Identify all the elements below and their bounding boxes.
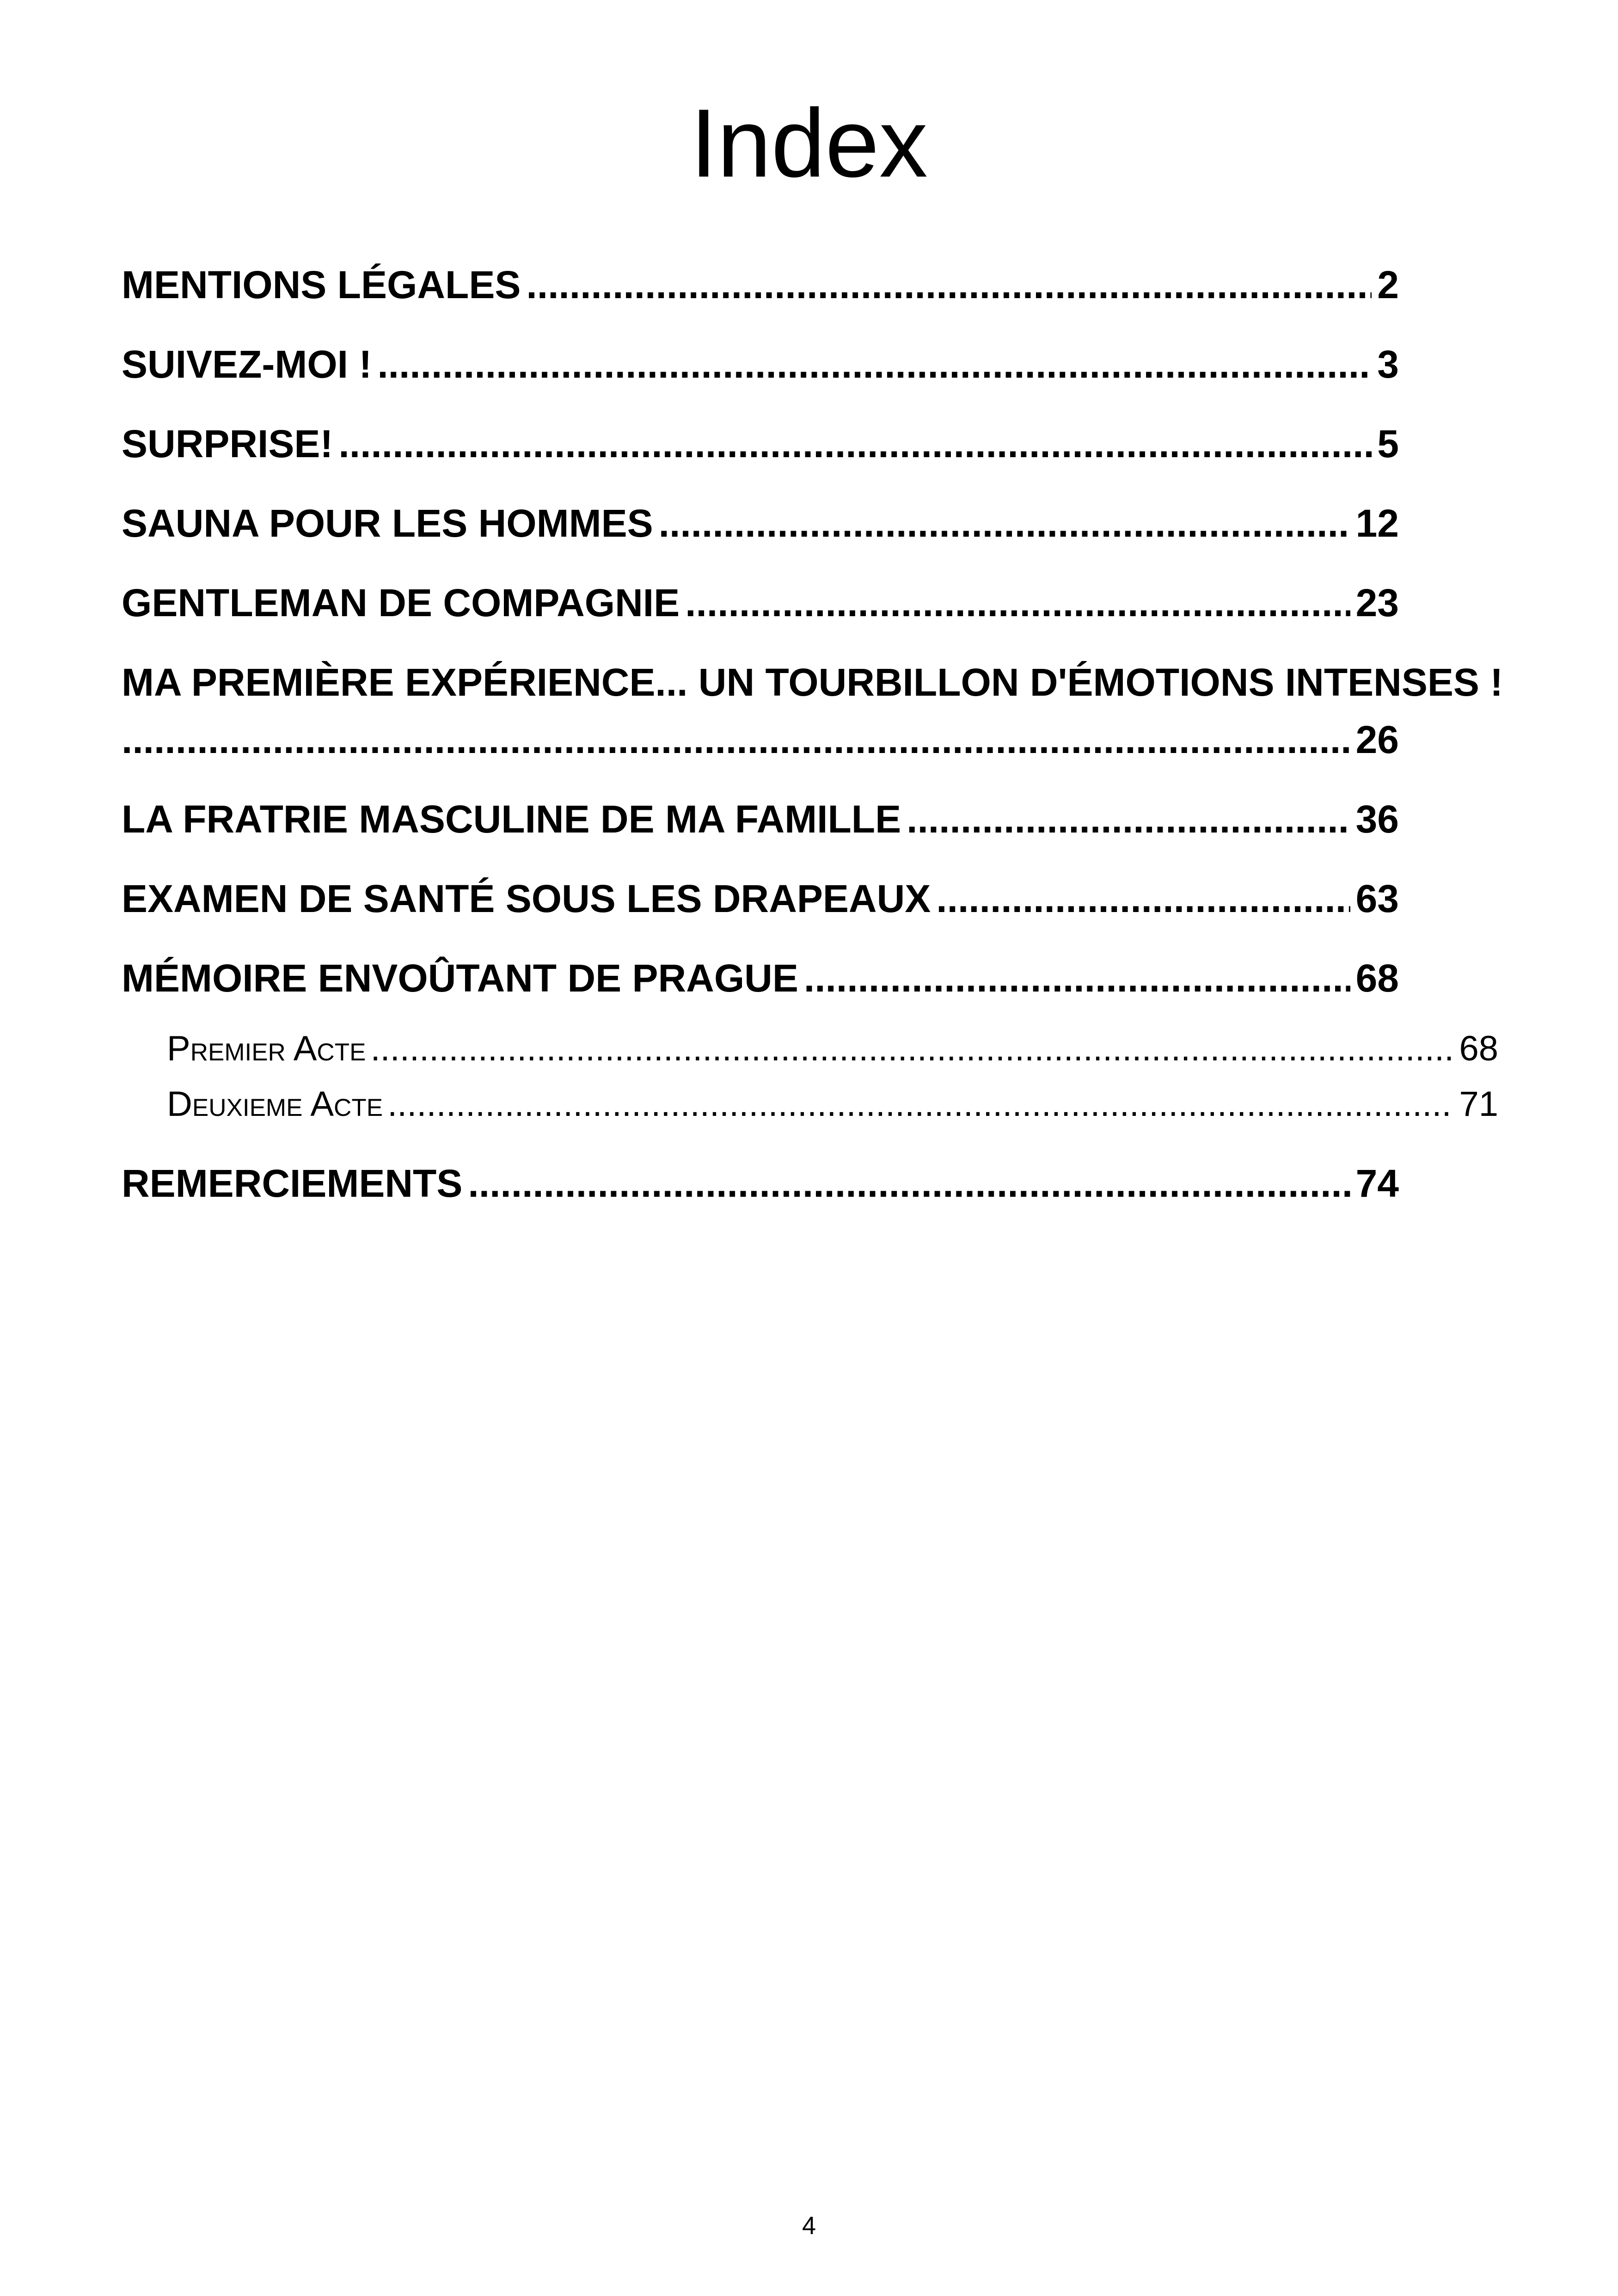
toc-entry[interactable]: [122, 497, 1399, 549]
toc-entry-label: LA FRATRIE MASCULINE DE MA FAMILLE: [122, 797, 901, 841]
toc-entry[interactable]: [122, 418, 1399, 470]
toc-entry-label: SURPRISE!: [122, 422, 333, 465]
toc-entry[interactable]: [122, 952, 1399, 1004]
toc-entry[interactable]: [122, 793, 1399, 845]
toc-leader-dots: [526, 259, 1372, 311]
page-number: 4: [802, 2212, 816, 2240]
toc-subentry-label: Deuxieme Acte: [167, 1084, 383, 1124]
toc-entry-label: SUIVEZ-MOI !: [122, 343, 372, 386]
toc-entry[interactable]: [122, 338, 1399, 390]
toc-entry-page: 2: [1377, 263, 1399, 306]
toc-entry-label: MA PREMIÈRE EXPÉRIENCE... UN TOURBILLON D'ÉMOTIONS INTENSES !: [122, 661, 1503, 704]
toc-entry-page: 63: [1355, 877, 1399, 920]
toc-entry-label: MENTIONS LÉGALES: [122, 263, 521, 306]
toc-leader-dots: [338, 418, 1372, 470]
toc-subentry[interactable]: [167, 1079, 1498, 1130]
toc-entry-page: 26: [1355, 718, 1399, 761]
toc-entry-label: REMERCIEMENTS: [122, 1162, 463, 1205]
toc-entry-page: 74: [1355, 1162, 1399, 1205]
toc-entry[interactable]: [122, 656, 1508, 765]
toc-entry[interactable]: [122, 577, 1399, 629]
toc-leader-dots: [377, 338, 1372, 390]
page-title: Index: [690, 89, 928, 197]
toc-entry[interactable]: [122, 259, 1399, 311]
toc-entry-page: 5: [1377, 422, 1399, 465]
toc-leader-dots: [468, 1157, 1350, 1209]
toc-subentry-label: Premier Acte: [167, 1029, 366, 1068]
table-of-contents: [122, 259, 1503, 1237]
toc-leader-dots: [370, 1023, 1454, 1074]
toc-leader-dots: [122, 714, 1350, 765]
toc-leader-dots: [936, 873, 1350, 925]
toc-entry-page: 23: [1355, 581, 1399, 625]
toc-entry[interactable]: [122, 1157, 1399, 1209]
toc-entry-page: 3: [1377, 343, 1399, 386]
toc-leader-dots: [387, 1079, 1454, 1130]
toc-subentry[interactable]: [167, 1023, 1498, 1074]
toc-leader-dots: [659, 497, 1350, 549]
toc-leader-dots: [804, 952, 1350, 1004]
toc-entry-page: 12: [1355, 502, 1399, 545]
toc-subentry-page: 68: [1459, 1029, 1498, 1068]
toc-entry-label: MÉMOIRE ENVOÛTANT DE PRAGUE: [122, 956, 798, 1000]
toc-entry-label: EXAMEN DE SANTÉ SOUS LES DRAPEAUX: [122, 877, 931, 920]
toc-entry[interactable]: [122, 873, 1399, 925]
toc-leader-dots: [685, 577, 1350, 629]
toc-entry-label: GENTLEMAN DE COMPAGNIE: [122, 581, 680, 625]
toc-entry-page: 68: [1355, 956, 1399, 1000]
toc-entry-page: 36: [1355, 797, 1399, 841]
toc-subentry-page: 71: [1459, 1084, 1498, 1124]
toc-entry-label: SAUNA POUR LES HOMMES: [122, 502, 653, 545]
toc-leader-dots: [907, 793, 1350, 845]
